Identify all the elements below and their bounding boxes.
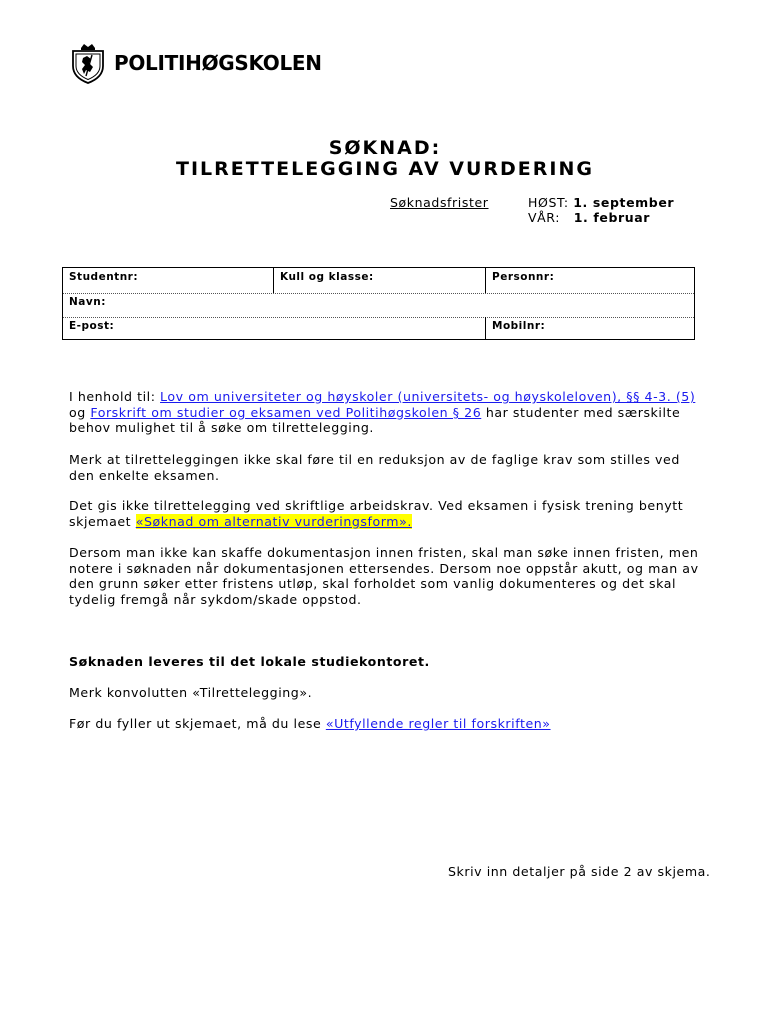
read-rules-paragraph xyxy=(69,716,709,732)
org-name: POLITIHØGSKOLEN xyxy=(114,51,322,75)
coat-of-arms-icon xyxy=(70,42,106,84)
deadline-autumn-label: HØST: xyxy=(528,195,569,210)
p3-prefix: Det gis ikke tilrettelegging ved skriftlige arbeidskrav. Ved eksamen i fysisk trening benytt skjemaet xyxy=(69,498,684,529)
navn-field[interactable]: Navn: xyxy=(69,296,106,308)
form-row-contact xyxy=(63,317,694,340)
legal-basis-paragraph xyxy=(69,389,709,436)
epost-field[interactable]: E-post: xyxy=(69,320,115,332)
envelope-note: Merk konvolutten «Tilrettelegging». xyxy=(69,685,313,700)
p1-prefix: I henhold til: xyxy=(69,389,161,404)
deadline-spring xyxy=(528,210,650,225)
personnr-field[interactable]: Personnr: xyxy=(485,268,694,293)
page-title: SØKNAD: xyxy=(328,137,442,159)
supplementary-rules-link[interactable]: «Utfyllende regler til forskriften» xyxy=(325,716,551,731)
form-row-name xyxy=(63,293,694,318)
deadline-spring-label: VÅR: xyxy=(528,210,561,225)
deadline-autumn xyxy=(528,195,674,210)
requirements-paragraph: Merk at tilretteleggingen ikke skal føre til en reduksjon av de faglige krav som stilles ved den enkelte eksamen. xyxy=(69,452,680,483)
law-link[interactable]: Lov om universiteter og høyskoler (universitets- og høyskoleloven), §§ 4-3. (5) xyxy=(160,389,696,404)
deadline-autumn-date: 1. september xyxy=(573,195,675,210)
form-row-ids xyxy=(63,268,694,294)
written-work-paragraph xyxy=(69,498,709,529)
deadline-spring-date: 1. februar xyxy=(573,210,651,225)
documentation-paragraph: Dersom man ikke kan skaffe dokumentasjon innen fristen, skal man søke innen fristen, men notere i søknaden når dokumentasjonen ettersendes. Dersom noe oppstår akutt, og man av den grunn søker etter fristens utløp, skal forholdet som vanlig dokumenteres og det skal tydelig fremgå når sykdom/skade oppstod. xyxy=(69,545,699,607)
deadlines-label: Søknadsfrister xyxy=(390,195,489,210)
kull-klasse-field[interactable]: Kull og klasse: xyxy=(273,268,485,293)
p1-and: og xyxy=(69,404,91,420)
page-two-note: Skriv inn detaljer på side 2 av skjema. xyxy=(448,864,711,879)
student-info-form xyxy=(62,267,695,340)
p1-suffix: har studenter med særskilte behov mulighet til å søke om tilrettelegging. xyxy=(69,404,681,435)
regulation-link[interactable]: Forskrift om studier og eksamen ved Politihøgskolen § 26 xyxy=(90,404,482,420)
submission-note: Søknaden leveres til det lokale studiekontoret. xyxy=(69,654,430,669)
studentnr-field[interactable]: Studentnr: xyxy=(69,271,139,283)
p7-prefix: Før du fyller ut skjemaet, må du lese xyxy=(69,716,326,731)
alternative-assessment-link[interactable]: «Søknad om alternativ vurderingsform». xyxy=(135,513,412,529)
mobilnr-field[interactable]: Mobilnr: xyxy=(485,317,694,340)
logo xyxy=(70,42,322,84)
page-subtitle: TILRETTELEGGING AV VURDERING xyxy=(176,158,594,180)
